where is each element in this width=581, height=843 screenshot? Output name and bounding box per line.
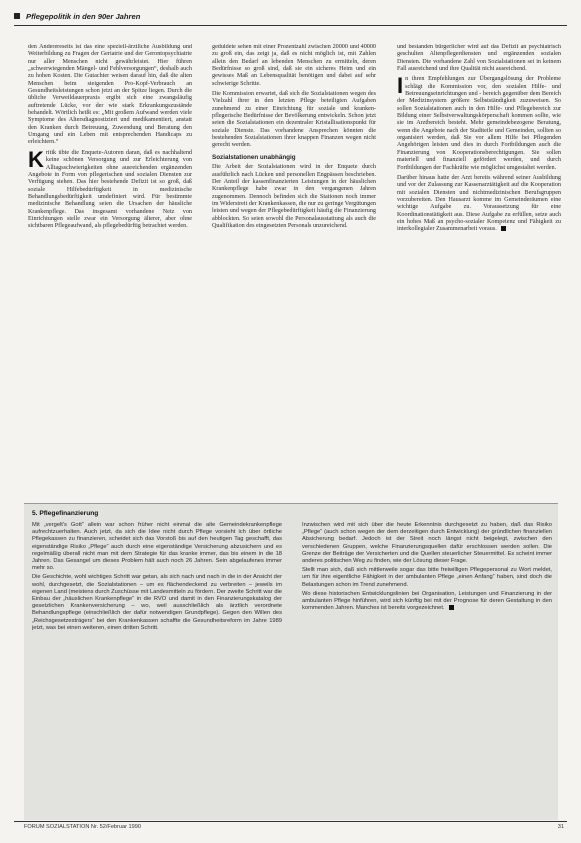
box-column2-paragraph-2: Stellt man sich, daß sich mittlerweile sogar das bitte freiwilligen Pflegepersonal zu Wort meldet, um für ihre eigentliche Fähigkeit in der ambulanten Pflege „einen Anfang“ haben, sind doch die Belastungen schon im Trend zunehmend. [302,567,552,588]
column2-paragraph-2: Die Kommission erwartet, daß sich die Sozialstationen wegen des Vielzahl ihrer in den letzten Pflege beteiligten Aufgaben zunehmend zu einer Einrichtung für soziale und kranken- pflegerische Bedürfnisse der Bevölkerung entwickeln. Schon jetzt seien die Sozialstationen ein dezentraler Kristallisationspunkt für soziale Dienste. Das vorhandene Ansprechen könnten die bestehenden Sozialstationen ihrer knappen Finanzen wegen nicht gerecht werden. [212,91,376,149]
column2-paragraph-1: geduldete sehen mit einer Prozentzahl zwischen 20000 und 40000 zu groß ein, das zeigt ja, daß es nicht möglich ist, mit Zahlen allein den Bedarf an lebenden Menschen zu ermitteln, deren Bedürfnisse so groß sind, daß sie ein sicheres Heim und ein gewisses Maß an Lebensqualität benötigen und dabei auf sehr schwierige Schritte. [212,44,376,87]
box-end-mark [449,605,454,610]
header-square-icon [14,13,20,19]
box-column1-paragraph-1: Mit „vergelt's Gott“ allein war schon früher nicht einmal die alte Gemeindekrankenpflege aufrechtzuerhalten. Auch jetzt, da sich die Idee nicht durch Pflege vorsieht ich über örtliche Pflegekassen zu finanzieren, scheidet sich das Vorstoß bis auf den heutigen Tag geschafft, das eigenständige Risiko „Pflege“ auch durch eine eigenständige Versicherung abzusichern und es regelmäßig überall nicht man mit dem Strategie für das kranke immer, das bis einem in die 18 Jahren. Das Gesangel um dieses Problem hält auch noch 26 Jahren. Sein abgelaufenes immer mehr so. [32,522,282,572]
box-column2-paragraph-3-text: Wo diese historischen Entwicklungslinien bei Organisation, Leistungen und Finanzierung in der ambulanten Pflege hinführen, wird sich künftig bei mit der Prognose für deren Gestaltung in den kommenden Jahren. Manches ist bereits vorgezeichnet. [302,590,552,612]
subheading-sozialstationen: Sozialstationen unabhängig [212,153,296,161]
dropcap-i: I [397,73,404,99]
column1-paragraph-2-text: ritik übte die Enquete-Autoren daran, daß es nachhaltend keine schönen Versorgung und zur Erleichterung von Alltagsschwierigkeiten ohne ausreichenden ergänzenden Angebote in Form von pflegerischen und sozialen Diensten zur Verfügung stehen. Das hier bestehende Defizit ist so groß, daß soziale Hilfebedürftigkeit in medizinische Behandlungsbedürftigkeit umdefiniert wird. Für bestimmte medizinische Behandlung seien die Ursachen der häusliche Krankenpflege. Das insgesamt vorhandene Netz von Einrichtungen stelle zwar ein Versorgung älterer, aber ohne sichtbaren Pflegeaufwand, als pflegebedürftig betrachtet werden. [28,149,192,230]
dropcap-k: K [28,146,44,172]
page-number: 31 [557,824,564,830]
column1-paragraph-1: den Anderereseits ist das eine speziell-ärztliche Ausbildung und Weiterbildung zu Fragen der Geriatrie und der Gerontopsychiatrie nur aller Menschen nicht gewährleistet. Hier führen „schwerwiegenden Mängel- und Fehlversorgungen“, deshalb auch zu hohen Kosten. Die Gutachter weisen darauf hin, daß die alten Menschen beim steigenden Pro-Kopf-Verbrauch an Gesundheitsleistungen schon jetzt an der Spitze liegen. Durch die übliche Verweildauerpraxis ergibt sich eine zwangsläufig auftretende Lücke, vor der wie stark Erkrankungszustände behandelt. Wörtlich heißt es: „Mit großem Aufwand werden viele Symptome des Altersdiagnostiziert und medikamentiert, anstatt den Kranken durch Betreuung, Zuwendung und Beratung den Umgang und ein Leben mit entsprechenden Handicaps zu erleichtern.“ [28,44,192,146]
column3-paragraph-2-text: n ihren Empfehlungen zur Übergangslösung der Probleme schlägt die Kommission vor, den sozialen Hilfe- und Betreuungseinrichtungen und - bereich gegenüber dem Bereich der Medizinsystem größere Selbstständigkeit zuzuweisen. So sollen Sozialstationen auch in den Hilfe- und Pflegebereich zur Bildung einer Selbstverwaltungskörperschaft kommen sollte, wie sie im Arztbereich besteht. Mehr gemeindebezogene Beratung, wenn die Angebote nach der Stadtteile und Gemeinden, sollten so organisiert werden, daß Sie vor allem Hilfe bei Pflegenden Angehörigen leisten und dies in durch Fortbildungen auch die Finanzierung von Kooperationsberechtigungen. Sie sollen materiell und finanziell gefördert werden, und durch Fortbildungen der Fachkräfte wie möglichst umgestaltet werden. [397,76,561,171]
footer-rule [14,821,567,822]
column3-paragraph-1: und bestanden bürgerlicher wird auf das Defizit an psychiatrisch geschulten Altenpflegerdiensten und ergänzenden sozialen Diensten. Die vorhandene Zahl von Sozialstationen sei in keinem Fall ausreichend und ihre Qualität nicht ausreichend. [397,44,561,73]
box-title: 5. Pflegefinanzierung [32,510,99,517]
column3-paragraph-3-text: Darüber hinaus hatte der Arzt bereits während seiner Ausbildung und vor der Zulassung zur Kassenarztätigkeit auf die Kooperation mit sozialen Diensten und nichtmedizinischen Berufsgruppen vorzubereiten. Den Hausarzt komme im Gemeinderäumen eine wichtige Aufgabe zu. Voraussetzung für eine Koordinationstätigkeit aus. Diese Aufgabe zu erfüllen, setze auch ein hohes Maß an psycho-sozialer Kompetenz und Fähigkeit zu interkollegialer Zusammenarbeit voraus. [397,174,561,233]
footer-publication: FORUM SOZIALSTATION Nr. 52/Februar 1990 [24,824,141,830]
article-column-1 [28,44,192,490]
header-title: Pflegepolitik in den 90er Jahren [26,11,141,21]
box-column-2 [302,522,552,818]
end-of-article-mark [501,226,506,231]
sidebar-box-pflegefinanzierung [24,503,558,820]
column3-paragraph-3 [397,175,561,234]
header-rule [14,25,567,26]
article-column-3 [397,44,561,490]
page-footer [24,824,564,834]
article-column-2 [212,44,376,490]
page-header [14,9,564,23]
box-column1-paragraph-2: Die Geschichte, wohl wichtiges Schritt war getan, als sich nach und nach in die in der Ansicht der wohl, durchgesetzt, die Sozialstationen – um es flächendeckend zu verbreiten – jeweils im eigenen Land (meistens durch Zuschüsse mit Landesmitteln zu fördern. Der zweite Schritt war die Einbau der „häuslichen Krankenpflege“ in die RVO und damit in den Finanzierungskatalog der gesetzlichen Krankenversicherung – wo, weil ausschließlich als ärztlich verordnete Behandlungspflege (einschließlich der dafür notwendigen Grundpflege). Gegen den Willen des „Reichsgesetzesträgers“ bei den Krankenkassen schaffte die Gesundheitsreform im Jahre 1989 jetzt, was bei einen weiteren, einen dritten Schritt. [32,574,282,631]
box-column-1 [32,522,282,818]
column2-paragraph-3: Die Arbeit der Sozialstationen wird in der Enquete durch ausführlich nach Lücken und personellen Engpässen beschrieben. Der Anteil der kassenfinanzierten Leistungen in der häuslichen Krankenpflege habe zwar in den vergangenen Jahren zugenommen. Dennoch befinden sich die Stationen noch immer im Widerstreit der Krankenkassen, die nur zu geringe Vergütungen leisten und wegen der Pflegebedürftigkeit häufig die Finanzierung abblockten. So seien sowohl die Personalausstattung als auch die Qualifikation des eingesetzten Personals unzureichend. [212,164,376,229]
column3-paragraph-2 [397,73,561,171]
box-column2-paragraph-3 [302,591,552,613]
box-column2-paragraph-1: Inzwischen wird mit sich über die heute Erkenntnis durchgesetzt zu haben, daß das Risiko „Pflege“ (auch schon wegen der dem derzeitigen durch Entwicklung) der gründlichen finanziellen Absicherung bedarf. Jedoch ist der Streit noch längst nicht beigelegt, zwischen den verschiedenen Gruppen, welche Finanzierungsquellen dafür erschlossen werden sollen. Die Grenze der Beiträge der Versicherten und die Quellen steuerlicher Steuermittel. Es scheint immer anderes politischen Weg zu finden, wie der Lösung dieser Frage. [302,522,552,565]
column1-paragraph-2 [28,146,192,231]
